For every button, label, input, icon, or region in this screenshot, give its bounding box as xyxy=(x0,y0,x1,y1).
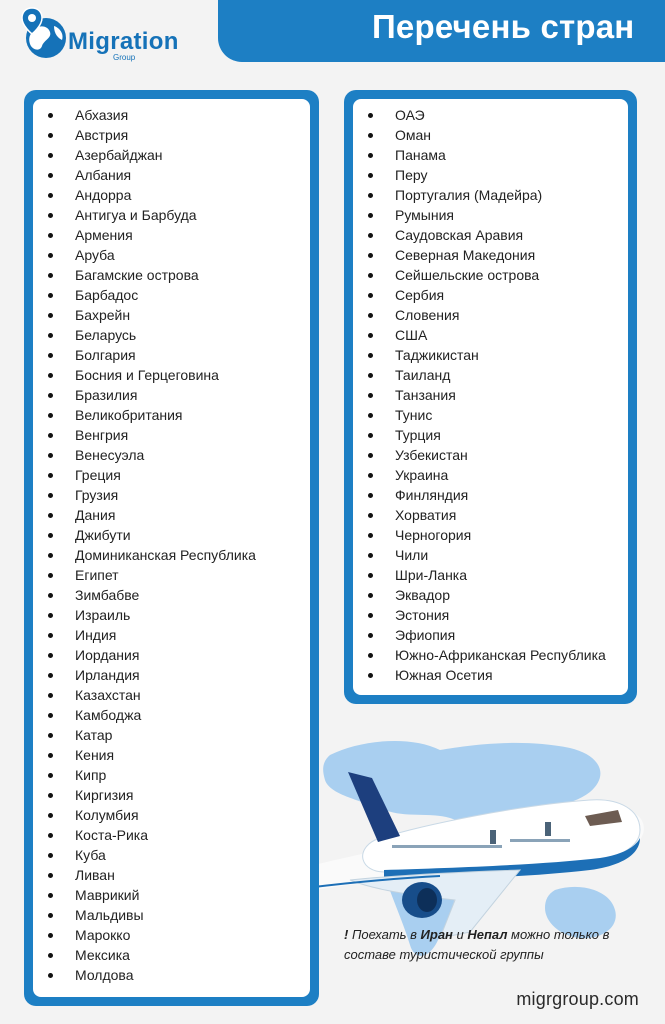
country-list-item: Бразилия xyxy=(33,385,310,405)
country-list-item: Узбекистан xyxy=(353,445,628,465)
country-list-left xyxy=(33,105,310,985)
country-list-item: Иордания xyxy=(33,645,310,665)
page-title: Перечень стран xyxy=(372,8,635,45)
country-list-item: Зимбабве xyxy=(33,585,310,605)
country-list-item: Кипр xyxy=(33,765,310,785)
panel-inner-right xyxy=(353,99,628,695)
country-list-item: Киргизия xyxy=(33,785,310,805)
country-list-item: Мальдивы xyxy=(33,905,310,925)
country-list-item: Украина xyxy=(353,465,628,485)
brand-name: Migration xyxy=(68,28,179,55)
country-list-item: Португалия (Мадейра) xyxy=(353,185,628,205)
country-list-item: Андорра xyxy=(33,185,310,205)
note-text-1: Поехать в xyxy=(348,927,421,942)
country-list-item: Эстония xyxy=(353,605,628,625)
country-list-item: Колумбия xyxy=(33,805,310,825)
country-list-item: Шри-Ланка xyxy=(353,565,628,585)
country-list-item: Таджикистан xyxy=(353,345,628,365)
country-list-item: Камбоджа xyxy=(33,705,310,725)
country-list-item: Катар xyxy=(33,725,310,745)
site-url[interactable]: migrgroup.com xyxy=(516,989,639,1009)
country-list-item: Хорватия xyxy=(353,505,628,525)
country-list-item: Великобритания xyxy=(33,405,310,425)
country-list-item: Южная Осетия xyxy=(353,665,628,685)
country-list-item: Коста-Рика xyxy=(33,825,310,845)
country-list-item: ОАЭ xyxy=(353,105,628,125)
country-list-item: Ирландия xyxy=(33,665,310,685)
country-list-item: Панама xyxy=(353,145,628,165)
country-list-item: Индия xyxy=(33,625,310,645)
country-list-item: Израиль xyxy=(33,605,310,625)
note-text-2: и xyxy=(452,927,468,942)
country-list-item: Молдова xyxy=(33,965,310,985)
country-list-item: Греция xyxy=(33,465,310,485)
country-list-item: Доминиканская Республика xyxy=(33,545,310,565)
country-list-item: Северная Македония xyxy=(353,245,628,265)
country-list-panel-left xyxy=(24,90,319,1006)
brand-subtitle: Group xyxy=(113,53,136,62)
country-list-item: Ливан xyxy=(33,865,310,885)
country-list-item: Венгрия xyxy=(33,425,310,445)
country-list-item: Азербайджан xyxy=(33,145,310,165)
note-text-3: можно только в составе туристической группы xyxy=(344,927,610,962)
country-list-item: Джибути xyxy=(33,525,310,545)
country-list-right xyxy=(353,105,628,685)
country-list-item: Абхазия xyxy=(33,105,310,125)
country-list-item: Эфиопия xyxy=(353,625,628,645)
tour-group-note xyxy=(344,925,644,965)
country-list-item: Грузия xyxy=(33,485,310,505)
country-list-item: Армения xyxy=(33,225,310,245)
country-list-item: Марокко xyxy=(33,925,310,945)
country-list-item: Маврикий xyxy=(33,885,310,905)
country-list-item: Сейшельские острова xyxy=(353,265,628,285)
country-list-item: Румыния xyxy=(353,205,628,225)
country-list-item: Беларусь xyxy=(33,325,310,345)
note-nepal: Непал xyxy=(467,927,508,942)
country-list-item: Южно-Африканская Республика xyxy=(353,645,628,665)
note-exclamation: ! xyxy=(344,927,349,942)
country-list-item: Египет xyxy=(33,565,310,585)
country-list-item: Словения xyxy=(353,305,628,325)
note-iran: Иран xyxy=(420,927,453,942)
country-list-item: Албания xyxy=(33,165,310,185)
country-list-item: Бахрейн xyxy=(33,305,310,325)
country-list-item: Багамские острова xyxy=(33,265,310,285)
country-list-item: Финляндия xyxy=(353,485,628,505)
country-list-item: Чили xyxy=(353,545,628,565)
country-list-item: Танзания xyxy=(353,385,628,405)
country-list-item: Казахстан xyxy=(33,685,310,705)
country-list-item: США xyxy=(353,325,628,345)
country-list-item: Саудовская Аравия xyxy=(353,225,628,245)
country-list-item: Дания xyxy=(33,505,310,525)
brand-logo xyxy=(20,6,210,62)
country-list-item: Кения xyxy=(33,745,310,765)
country-list-item: Таиланд xyxy=(353,365,628,385)
panel-inner-left xyxy=(33,99,310,997)
country-list-item: Сербия xyxy=(353,285,628,305)
country-list-item: Куба xyxy=(33,845,310,865)
country-list-item: Черногория xyxy=(353,525,628,545)
country-list-item: Барбадос xyxy=(33,285,310,305)
country-list-panel-right xyxy=(344,90,637,704)
country-list-item: Венесуэла xyxy=(33,445,310,465)
country-list-item: Турция xyxy=(353,425,628,445)
country-list-item: Австрия xyxy=(33,125,310,145)
country-list-item: Босния и Герцеговина xyxy=(33,365,310,385)
country-list-item: Оман xyxy=(353,125,628,145)
country-list-item: Болгария xyxy=(33,345,310,365)
country-list-item: Аруба xyxy=(33,245,310,265)
country-list-item: Тунис xyxy=(353,405,628,425)
country-list-item: Эквадор xyxy=(353,585,628,605)
country-list-item: Перу xyxy=(353,165,628,185)
country-list-item: Антигуа и Барбуда xyxy=(33,205,310,225)
country-list-item: Мексика xyxy=(33,945,310,965)
